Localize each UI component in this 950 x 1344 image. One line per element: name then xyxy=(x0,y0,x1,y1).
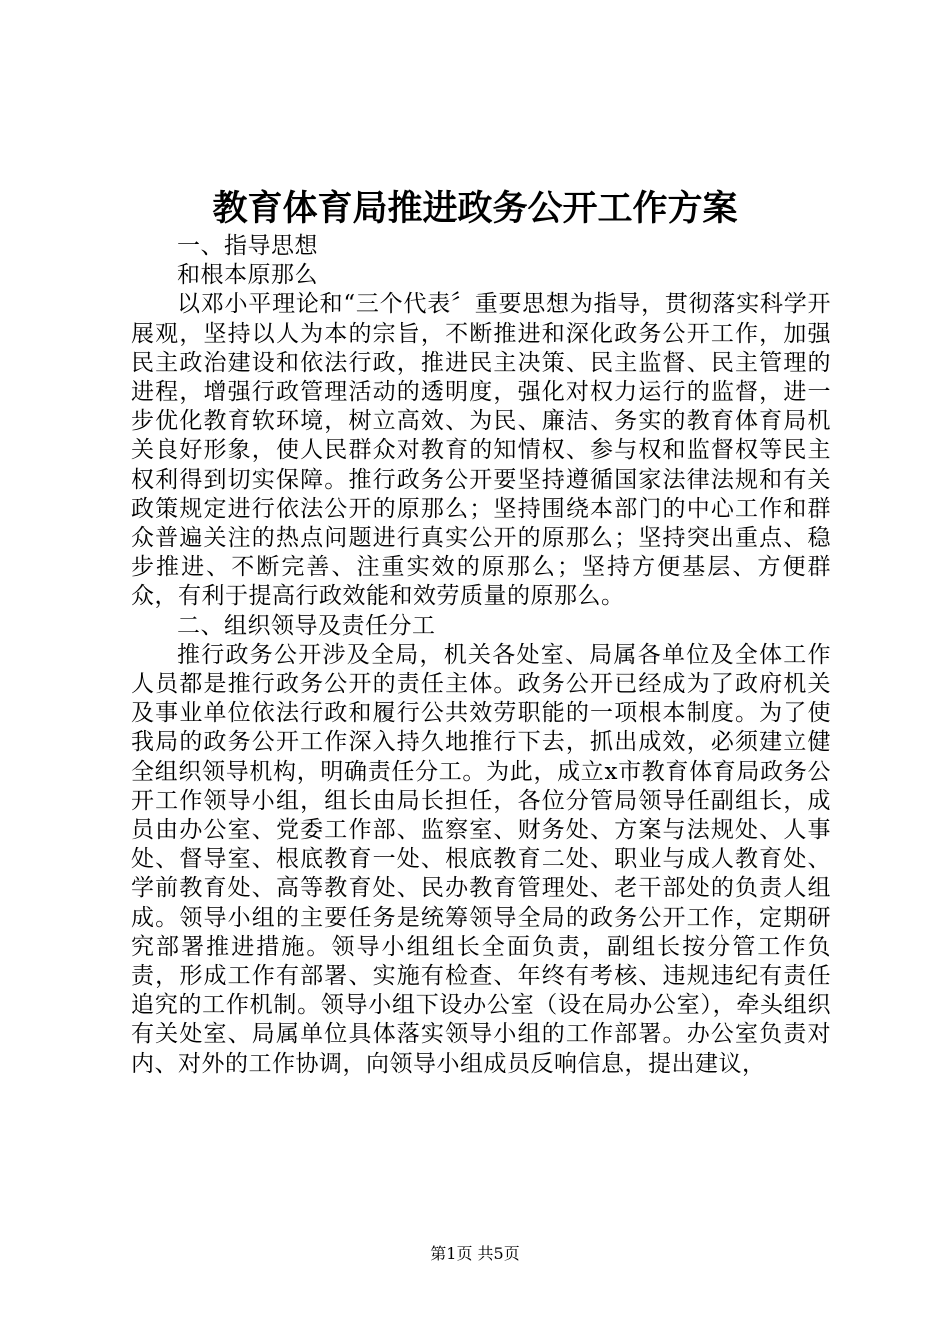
page-footer: 第1页 共5页 xyxy=(430,1244,520,1263)
paragraph-principles: 以邓小平理论和“三个代表〞重要思想为指导，贯彻落实科学开展观，坚持以人为本的宗旨，不断推进和深化政务公开工作，加强民主政治建设和依法行政，推进民主决策、民主监督、民主管理的进程，增强行政管理活动的透明度，强化对权力运行的监督，进一步优化教育软环境，树立高效、为民、廉洁、务实的教育体育局机关良好形象，使人民群众对教育的知情权、参与权和监督权等民主权利得到切实保障。推行政务公开要坚持遵循国家法律法规和有关政策规定进行依法公开的原那么；坚持围绕本部门的中心工作和群众普遍关注的热点问题进行真实公开的原那么；坚持突出重点、稳步推进、不断完善、注重实效的原那么；坚持方便基层、方便群众，有利于提高行政效能和效劳质量的原那么。 xyxy=(131,291,831,610)
section-heading-organization: 二、组织领导及责任分工 xyxy=(177,612,436,639)
section-heading-guiding-thought: 一、指导思想 xyxy=(177,233,318,259)
paragraph-organization: 推行政务公开涉及全局，机关各处室、局属各单位及全体工作人员都是推行政务公开的责任主体。政务公开已经成为了政府机关及事业单位依法行政和履行公共效劳职能的一项根本制度。为了使我局的政务公开工作深入持久地推行下去，抓出成效，必须建立健全组织领导机构，明确责任分工。为此，成立x市教育体育局政务公开工作领导小组，组长由局长担任，各位分管局领导任副组长，成员由办公室、党委工作部、监察室、财务处、方案与法规处、人事处、督导室、根底教育一处、根底教育二处、职业与成人教育处、学前教育处、高等教育处、民办教育管理处、老干部处的负责人组成。领导小组的主要任务是统筹领导全局的政务公开工作，定期研究部署推进措施。领导小组组长全面负责，副组长按分管工作负责，形成工作有部署、实施有检查、年终有考核、违规违纪有责任追究的工作机制。领导小组下设办公室（设在局办公室），牵头组织有关处室、局属单位具体落实领导小组的工作部署。办公室负责对内、对外的工作协调，向领导小组成员反响信息，提出建议， xyxy=(131,641,831,1077)
document-body xyxy=(131,232,831,1079)
section-heading-basic-principles: 和根本原那么 xyxy=(177,262,318,289)
document-title: 教育体育局推进政务公开工作方案 xyxy=(212,188,738,229)
